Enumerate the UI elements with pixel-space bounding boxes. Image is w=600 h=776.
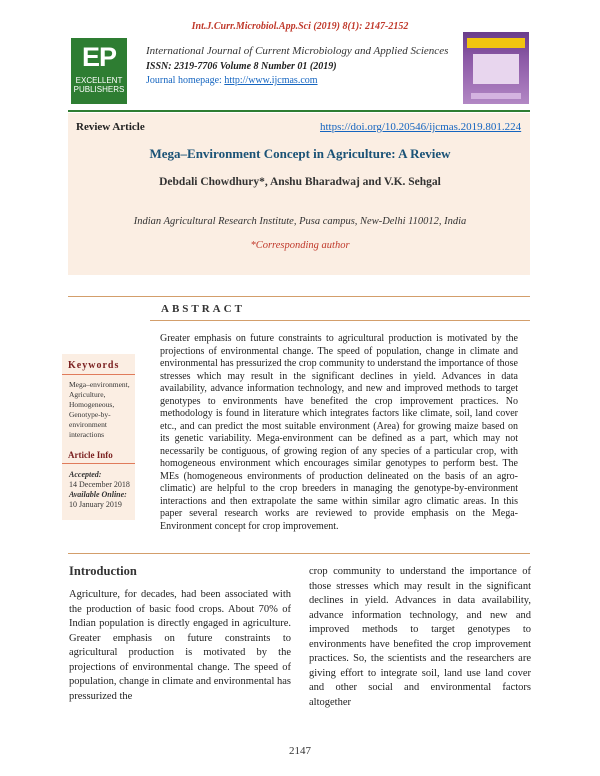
cover-photo	[473, 54, 519, 84]
journal-cover-image	[463, 32, 529, 104]
keyword-item: environment	[69, 420, 107, 429]
accepted-label: Accepted:	[69, 470, 102, 479]
authors: Debdali Chowdhury*, Anshu Bharadwaj and V.K. Sehgal	[159, 176, 441, 188]
article-type: Review Article	[76, 121, 145, 133]
keyword-item: Agriculture,	[69, 390, 106, 399]
keyword-item: interactions	[69, 430, 104, 439]
doi-link[interactable]: https://doi.org/10.20546/ijcmas.2019.801.224	[320, 121, 522, 133]
keyword-item: Mega–environment,	[69, 380, 130, 389]
corresponding-author: *Corresponding author	[250, 240, 350, 251]
keyword-item: Homogeneous,	[69, 400, 115, 409]
homepage-link[interactable]: http://www.ijcmas.com	[224, 75, 318, 86]
available-date: 10 January 2019	[69, 500, 122, 509]
publisher-logo	[71, 38, 127, 104]
keywords-list	[69, 380, 135, 440]
cover-title-band	[467, 38, 525, 48]
introduction-right-column: crop community to understand the importance of those stresses which may result in the significant declines in yield. Advances in data availability, advance information technology, and new and improved methods to target genotypes to environments have benefited the crop improvement practices. So, the scientists and the researchers are giving effort to integrate soil, land use land cover and other social and environmental factors altogether	[309, 566, 531, 708]
issn-line: ISSN: 2319-7706 Volume 8 Number 01 (2019)	[146, 61, 337, 72]
logo-caption-line2: PUBLISHERS	[73, 85, 125, 94]
logo-letters: EP	[81, 42, 117, 72]
article-info-heading: Article Info	[68, 450, 113, 460]
logo-caption-line1: EXCELLENT	[75, 76, 123, 85]
keyword-item: Genotype-by-	[69, 410, 111, 419]
cover-footer-band	[471, 93, 521, 99]
page-number: 2147	[289, 745, 311, 757]
abstract-heading: ABSTRACT	[161, 303, 245, 315]
abstract-text: Greater emphasis on future constraints to agricultural production is motivated by the projections of environmental change. The speed of population, change in climate and environmental has pressurized the crop community to understand the importance of those stresses which may result in the significant declines in yield. Advances in data availability, advance information technology, and new and improved methods to target genotypes to environments have benefited the crop improvement practices. No methodology is found in literature which integrates factors like climate, soil, land cover etc., and can predict the most suitable environment (Area) for growing maize based on its genetic variability. Mega-environment can be defined as a part, which may not necessarily be contiguous, of growing region of any species of a particular crop, with homogeneous environment which encourages similar genotypes to perform best. The MEs (homogeneous environments of production delineated on the basis of an agro-climatic) are helpful to the crop breeders in managing the genotype-by-environment interactions and then extrapolate the same within similar agro climatic areas. In this paper several research works are reviewed to provide emphasis on the Mega-Environment concept for crop improvement.	[160, 333, 518, 532]
body-divider	[68, 553, 530, 554]
abstract-heading-rule	[150, 320, 530, 321]
available-label: Available Online:	[69, 490, 127, 499]
homepage-label: Journal homepage:	[146, 75, 225, 86]
article-title: Mega–Environment Concept in Agriculture: A Review	[149, 146, 451, 161]
header-divider	[68, 110, 530, 112]
accepted-date: 14 December 2018	[69, 480, 130, 489]
journal-homepage	[146, 75, 318, 86]
introduction-left-column: Agriculture, for decades, had been associated with the production of basic food crops. About 70% of Indian population is directly engaged in agriculture. Greater emphasis on future constraints to agricultural production is motivated by the projections of environmental change. The speed of population, change in climate and environmental has pressurized the	[69, 589, 291, 702]
article-info-rule	[62, 463, 135, 464]
affiliation: Indian Agricultural Research Institute, Pusa campus, New-Delhi 110012, India	[133, 216, 467, 227]
keywords-heading: Keywords	[68, 360, 120, 371]
introduction-heading: Introduction	[69, 564, 137, 578]
running-header: Int.J.Curr.Microbiol.App.Sci (2019) 8(1): 2147-2152	[191, 21, 409, 32]
journal-name: International Journal of Current Microbiology and Applied Sciences	[146, 45, 449, 57]
abstract-top-rule	[68, 296, 530, 297]
keywords-rule	[62, 374, 135, 375]
